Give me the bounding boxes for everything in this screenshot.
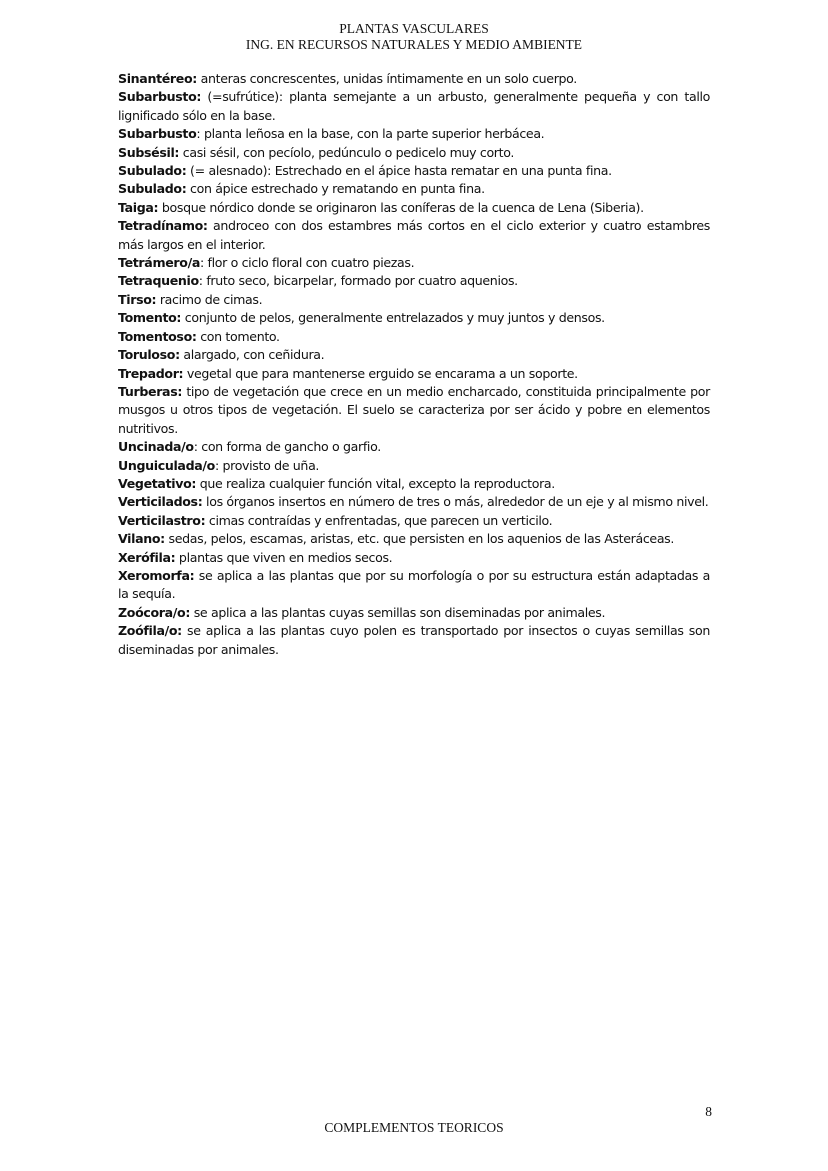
glossary-entry bbox=[118, 567, 710, 604]
glossary-entry bbox=[118, 328, 710, 346]
glossary-term: Vilano: bbox=[118, 531, 165, 547]
glossary-term: Trepador: bbox=[118, 365, 184, 381]
glossary-term: Tirso: bbox=[118, 291, 157, 307]
glossary-term: Unguiculada/o bbox=[118, 457, 215, 473]
glossary-definition: (= alesnado): Estrechado en el ápice hasta rematar en una punta fina. bbox=[186, 163, 612, 179]
glossary-term: Toruloso: bbox=[118, 347, 180, 363]
glossary-definition: anteras concrescentes, unidas íntimamente en un solo cuerpo. bbox=[196, 71, 577, 86]
glossary-definition: los órganos insertos en número de tres o más, alrededor de un eje y al mismo nivel. bbox=[202, 494, 709, 510]
glossary-entry bbox=[118, 457, 710, 475]
glossary-entry bbox=[118, 309, 710, 327]
glossary-entry bbox=[118, 604, 710, 622]
glossary-term: Tomento: bbox=[118, 310, 182, 326]
glossary-term: Subulado: bbox=[118, 163, 187, 179]
glossary-term: Tomentoso: bbox=[118, 328, 197, 344]
glossary-term: Tetraquenio bbox=[118, 273, 199, 289]
glossary-term: Subulado: bbox=[118, 181, 187, 197]
glossary-entry bbox=[118, 291, 710, 309]
glossary-entry bbox=[118, 70, 710, 88]
glossary-entry bbox=[118, 254, 710, 272]
glossary-entry bbox=[118, 346, 710, 364]
glossary-entry bbox=[118, 438, 710, 456]
glossary-definition: conjunto de pelos, generalmente entrelazados y muy juntos y densos. bbox=[181, 310, 605, 326]
glossary-entry bbox=[118, 493, 710, 511]
glossary-term: Xeromorfa: bbox=[118, 567, 195, 583]
glossary-term: Xerófila: bbox=[118, 549, 176, 565]
glossary-definition: sedas, pelos, escamas, aristas, etc. que persisten en los aquenios de las Asteráceas. bbox=[164, 531, 675, 547]
glossary-definition: : flor o ciclo floral con cuatro piezas. bbox=[199, 255, 415, 271]
glossary-term: Subarbusto bbox=[118, 126, 197, 142]
glossary-definition: se aplica a las plantas que por su morfología o por su estructura están adaptadas a la sequía. bbox=[118, 567, 710, 602]
glossary-term: Subsésil: bbox=[118, 144, 180, 160]
glossary-term: Tetrámero/a bbox=[118, 255, 200, 271]
glossary-definition: : fruto seco, bicarpelar, formado por cuatro aquenios. bbox=[198, 273, 518, 289]
glossary-term: Zoófila/o: bbox=[118, 623, 182, 639]
glossary-entry bbox=[118, 162, 710, 180]
glossary-term: Sinantéreo: bbox=[118, 71, 197, 86]
glossary-term: Uncinada/o bbox=[118, 439, 194, 455]
glossary-entry bbox=[118, 272, 710, 290]
glossary-entry bbox=[118, 88, 710, 125]
glossary-entry bbox=[118, 622, 710, 659]
glossary-definition: con tomento. bbox=[196, 328, 280, 344]
glossary-definition: con ápice estrechado y rematando en punta fina. bbox=[186, 181, 485, 197]
glossary-term: Subarbusto: bbox=[118, 89, 202, 105]
glossary-entry bbox=[118, 549, 710, 567]
glossary-definition: se aplica a las plantas cuyo polen es transportado por insectos o cuyas semillas son diseminadas por animales. bbox=[118, 623, 710, 657]
glossary-definition: bosque nórdico donde se originaron las coníferas de la cuenca de Lena (Siberia). bbox=[158, 199, 644, 215]
glossary-definition: androceo con dos estambres más cortos en el ciclo exterior y cuatro estambres más largos en el interior. bbox=[118, 218, 710, 252]
glossary-entry bbox=[118, 512, 710, 530]
glossary-term: Verticilados: bbox=[118, 494, 203, 510]
glossary-definition: racimo de cimas. bbox=[156, 291, 263, 307]
glossary-definition: : provisto de uña. bbox=[214, 457, 320, 473]
glossary-definition: casi sésil, con pecíolo, pedúnculo o pedicelo muy corto. bbox=[179, 144, 515, 160]
header-subtitle: ING. EN RECURSOS NATURALES Y MEDIO AMBIENTE bbox=[245, 37, 583, 52]
glossary-term: Zoócora/o: bbox=[118, 604, 191, 620]
page-footer: COMPLEMENTOS TEORICOS bbox=[324, 1120, 504, 1135]
glossary-definition: se aplica a las plantas cuyas semillas son diseminadas por animales. bbox=[190, 604, 606, 620]
glossary-definition: que realiza cualquier función vital, excepto la reproductora. bbox=[196, 475, 555, 491]
glossary-entry bbox=[118, 144, 710, 162]
glossary-list bbox=[118, 70, 710, 659]
glossary-entry bbox=[118, 125, 710, 143]
glossary-definition: vegetal que para mantenerse erguido se encarama a un soporte. bbox=[183, 365, 578, 381]
glossary-definition: (=sufrútice): planta semejante a un arbusto, generalmente pequeña y con tallo lignificado sólo en la base. bbox=[118, 89, 710, 123]
glossary-term: Vegetativo: bbox=[118, 475, 197, 491]
glossary-term: Turberas: bbox=[118, 383, 183, 399]
glossary-term: Taiga: bbox=[118, 199, 159, 215]
glossary-entry bbox=[118, 365, 710, 383]
glossary-term: Verticilastro: bbox=[118, 512, 206, 528]
page-number: 8 bbox=[705, 1104, 712, 1119]
glossary-definition: : planta leñosa en la base, con la parte superior herbácea. bbox=[196, 126, 545, 142]
glossary-definition: cimas contraídas y enfrentadas, que parecen un verticilo. bbox=[205, 512, 553, 528]
glossary-definition: alargado, con ceñidura. bbox=[179, 347, 325, 363]
header-title: PLANTAS VASCULARES bbox=[339, 21, 489, 36]
glossary-entry bbox=[118, 383, 710, 438]
glossary-definition: : con forma de gancho o garfio. bbox=[193, 439, 381, 455]
glossary-entry bbox=[118, 475, 710, 493]
page-header bbox=[0, 21, 828, 53]
glossary-definition: plantas que viven en medios secos. bbox=[175, 549, 393, 565]
glossary-entry bbox=[118, 530, 710, 548]
glossary-entry bbox=[118, 199, 710, 217]
glossary-term: Tetradínamo: bbox=[118, 218, 208, 234]
glossary-entry bbox=[118, 217, 710, 254]
glossary-entry bbox=[118, 180, 710, 198]
glossary-definition: tipo de vegetación que crece en un medio encharcado, constituida principalmente por musgos u otros tipos de vegetación. El suelo se caracteriza por ser ácido y pobre en elementos nutritivos. bbox=[118, 383, 710, 436]
